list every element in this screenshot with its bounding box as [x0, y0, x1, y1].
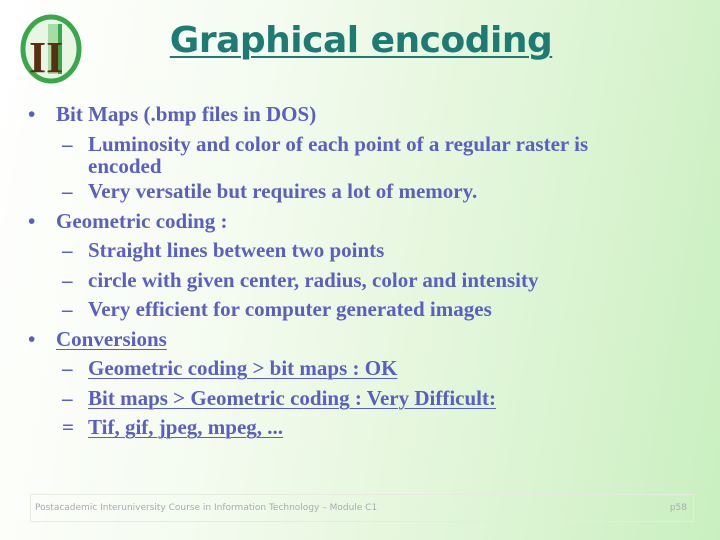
dash-marker: – [62, 356, 73, 380]
dash-marker: – [62, 131, 73, 156]
equals-marker: = [62, 415, 74, 439]
sub-item-text: Straight lines between two points [88, 238, 385, 262]
sub-item-text: encoded [88, 154, 162, 178]
sub-item [26, 354, 706, 384]
sub-item-text: Very versatile but requires a lot of memory. [88, 179, 478, 203]
bullet-item [26, 207, 706, 237]
dash-marker: – [62, 179, 73, 203]
sub-item-continuation [26, 156, 706, 177]
course-logo [18, 14, 84, 84]
dash-marker: – [62, 267, 73, 292]
sub-item-link-text[interactable]: Bit maps > Geometric coding : Very Difficult: [88, 385, 496, 410]
sub-item [26, 413, 706, 443]
bullet-link-text[interactable]: Conversions [56, 326, 167, 351]
sub-item-link-text[interactable]: Geometric coding > bit maps : OK [88, 356, 398, 380]
sub-item [26, 266, 706, 296]
sub-item-link-text[interactable]: Tif, gif, jpeg, mpeg, ... [88, 415, 284, 439]
logo-letters: II [29, 33, 64, 82]
sub-item [26, 177, 706, 207]
sub-item [26, 295, 706, 325]
logo-emblem-icon [18, 14, 84, 84]
sub-item [26, 236, 706, 266]
slide-footer [30, 494, 694, 522]
bullet-item [26, 100, 706, 130]
slide-body [26, 100, 706, 443]
bullet-marker: • [28, 102, 36, 126]
sub-item-text: Luminosity and color of each point of a regular raster is [88, 131, 589, 156]
dash-marker: – [62, 385, 73, 410]
dash-marker: – [62, 238, 73, 262]
footer-course-text: Postacademic Interuniversity Course in Information Technology – Module C1 [35, 503, 378, 513]
bullet-item [26, 325, 706, 355]
bullet-text: Geometric coding : [56, 208, 228, 233]
slide-title: Graphical encoding [169, 20, 553, 61]
sub-item-text: Very efficient for computer generated images [88, 297, 492, 321]
bullet-text: Bit Maps (.bmp files in DOS) [56, 102, 317, 126]
sub-item-text: circle with given center, radius, color and intensity [88, 267, 539, 292]
dash-marker: – [62, 297, 73, 321]
bullet-marker: • [28, 208, 36, 233]
bullet-marker: • [28, 326, 36, 351]
page-number: p58 [669, 503, 687, 513]
sub-item [26, 384, 706, 414]
